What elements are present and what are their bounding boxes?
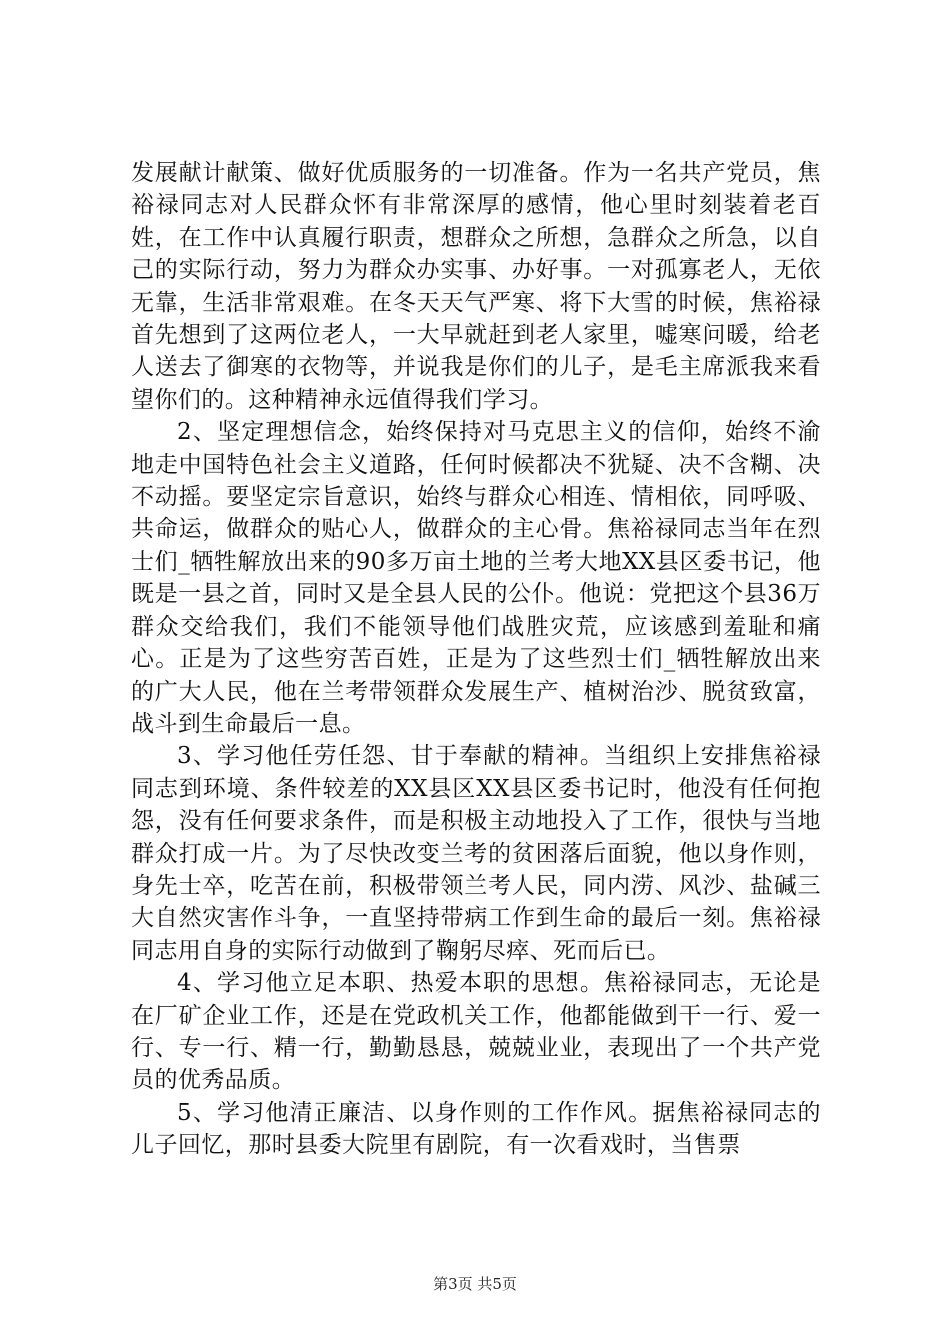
- document-body: [131, 157, 821, 1162]
- paragraph-2: 2、坚定理想信念，始终保持对马克思主义的信仰，始终不渝地走中国特色社会主义道路，任何时候都决不犹疑、决不含糊、决不动摇。要坚定宗旨意识，始终与群众心相连、情相依，同呼吸、共命运，做群众的贴心人，做群众的主心骨。焦裕禄同志当年在烈士们_牺牲解放出来的90多万亩土地的兰考大地XX县区委书记，他既是一县之首，同时又是全县人民的公仆。他说：党把这个县36万群众交给我们，我们不能领导他们战胜灾荒，应该感到羞耻和痛心。正是为了这些穷苦百姓，正是为了这些烈士们_牺牲解放出来的广大人民，他在兰考带领群众发展生产、植树治沙、脱贫致富，战斗到生命最后一息。: [131, 419, 821, 737]
- page-number-footer: 第3页 共5页: [433, 1275, 517, 1293]
- paragraph-1: 发展献计献策、做好优质服务的一切准备。作为一名共产党员，焦裕禄同志对人民群众怀有非常深厚的感情，他心里时刻装着老百姓，在工作中认真履行职责，想群众之所想，急群众之所急，以自己的实际行动，努力为群众办实事、办好事。一对孤寡老人，无依无靠，生活非常艰难。在冬天天气严寒、将下大雪的时候，焦裕禄首先想到了这两位老人，一大早就赶到老人家里，嘘寒问暖，给老人送去了御寒的衣物等，并说我是你们的儿子，是毛主席派我来看望你们的。这种精神永远值得我们学习。: [131, 160, 821, 413]
- paragraph-5: 5、学习他清正廉洁、以身作则的工作作风。据焦裕禄同志的儿子回忆，那时县委大院里有剧院，有一次看戏时，当售票: [131, 1099, 821, 1159]
- paragraph-3: 3、学习他任劳任怨、甘于奉献的精神。当组织上安排焦裕禄同志到环境、条件较差的XX县区XX县区委书记时，他没有任何抱怨，没有任何要求条件，而是积极主动地投入了工作，很快与当地群众打成一片。为了尽快改变兰考的贫困落后面貌，他以身作则，身先士卒，吃苦在前，积极带领兰考人民，同内涝、风沙、盐碱三大自然灾害作斗争，一直坚持带病工作到生命的最后一刻。焦裕禄同志用自身的实际行动做到了鞠躬尽瘁、死而后已。: [131, 743, 821, 964]
- paragraph-4: 4、学习他立足本职、热爱本职的思想。焦裕禄同志，无论是在厂矿企业工作，还是在党政机关工作，他都能做到干一行、爱一行、专一行、精一行，勤勤恳恳，兢兢业业，表现出了一个共产党员的优秀品质。: [131, 970, 821, 1094]
